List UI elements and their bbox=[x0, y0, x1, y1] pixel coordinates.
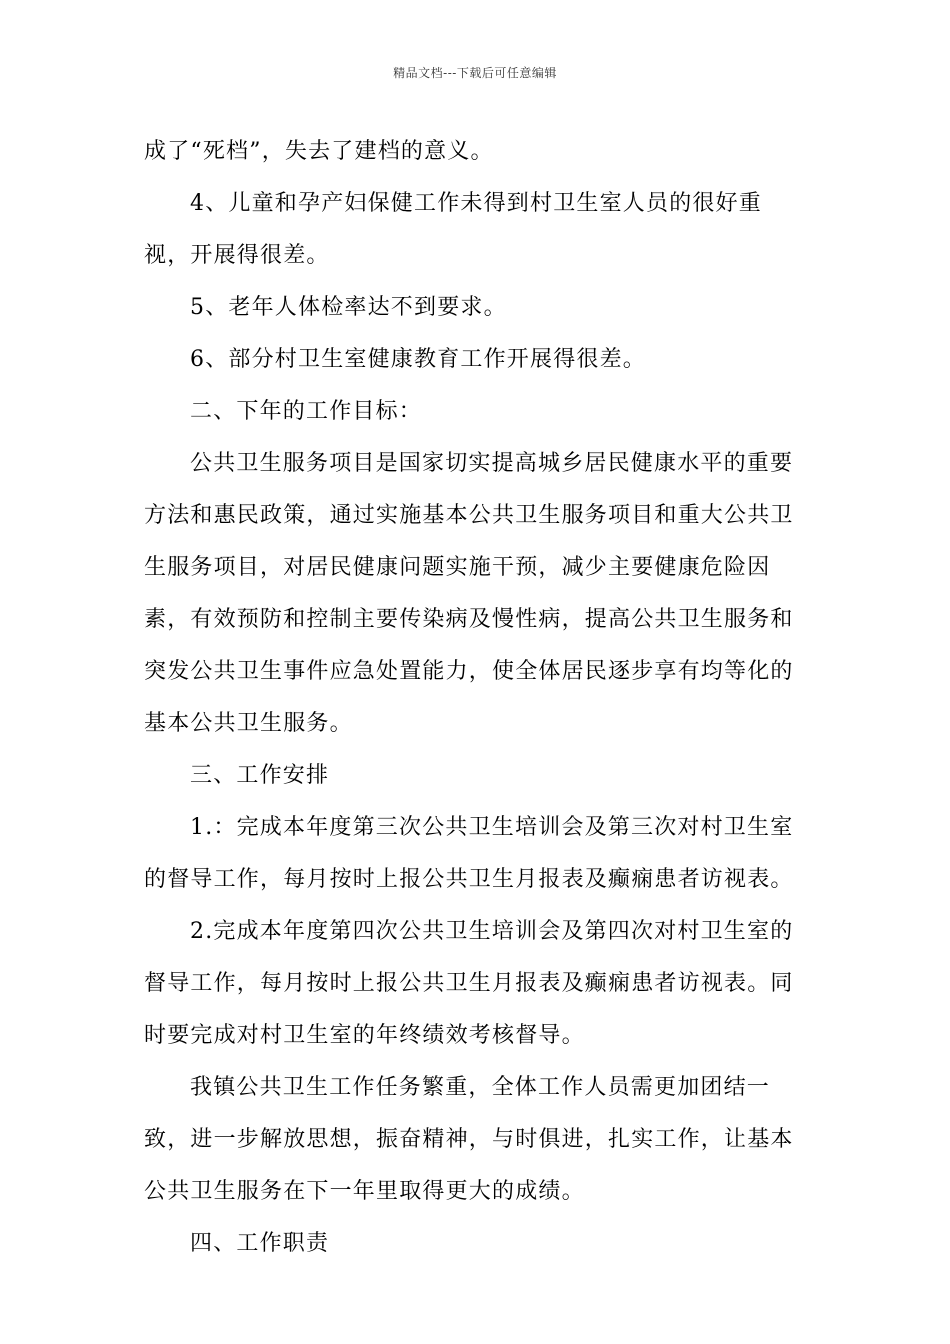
section-heading: 三、工作安排 bbox=[190, 763, 330, 788]
paragraph: 1.：完成本年度第三次公共卫生培训会及第三次对村卫生室的督导工作，每月按时上报公共卫生月报表及癫痫患者访视表。 bbox=[144, 815, 794, 892]
paragraph: 5、老年人体检率达不到要求。 bbox=[190, 295, 507, 320]
paragraph: 成了“死档”，失去了建档的意义。 bbox=[144, 139, 494, 164]
paragraph: 我镇公共卫生工作任务繁重，全体工作人员需更加团结一致，进一步解放思想，振奋精神，与时俱进，扎实工作，让基本公共卫生服务在下一年里取得更大的成绩。 bbox=[144, 1075, 794, 1204]
document-body bbox=[144, 126, 808, 1270]
paragraph: 4、儿童和孕产妇保健工作未得到村卫生室人员的很好重视，开展得很差。 bbox=[144, 191, 762, 268]
paragraph: 6、部分村卫生室健康教育工作开展得很差。 bbox=[190, 347, 646, 372]
section-heading: 四、工作职责 bbox=[190, 1231, 330, 1256]
page-header: 精品文档---下载后可任意编辑 bbox=[393, 66, 557, 80]
section-heading: 二、下年的工作目标： bbox=[190, 399, 423, 424]
paragraph: 2.完成本年度第四次公共卫生培训会及第四次对村卫生室的督导工作，每月按时上报公共卫生月报表及癫痫患者访视表。同时要完成对村卫生室的年终绩效考核督导。 bbox=[144, 919, 794, 1048]
paragraph: 公共卫生服务项目是国家切实提高城乡居民健康水平的重要方法和惠民政策，通过实施基本公共卫生服务项目和重大公共卫生服务项目，对居民健康问题实施干预，减少主要健康危险因素，有效预防和控制主要传染病及慢性病，提高公共卫生服务和突发公共卫生事件应急处置能力，使全体居民逐步享有均等化的基本公共卫生服务。 bbox=[144, 451, 794, 736]
